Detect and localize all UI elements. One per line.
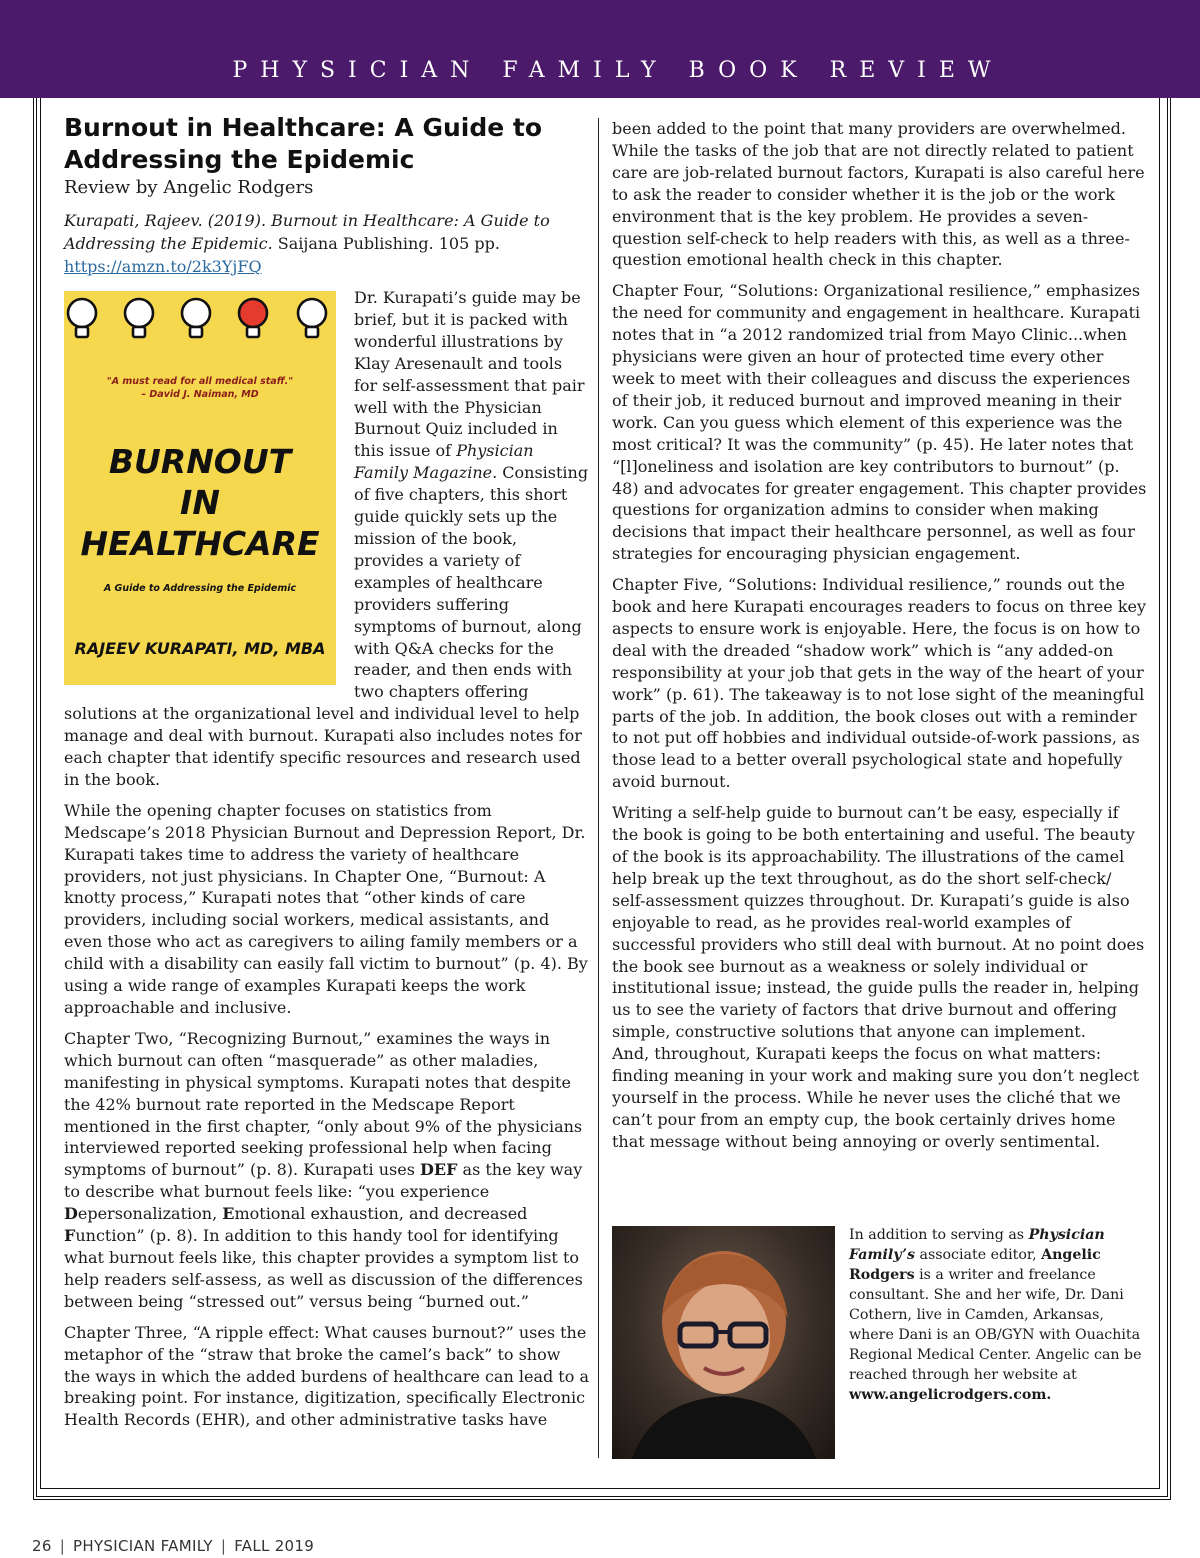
cover-title-line: HEALTHCARE <box>80 524 320 563</box>
cover-subtitle: A Guide to Addressing the Epidemic <box>103 583 297 594</box>
article-title: Burnout in Healthcare: A Guide to Addressing the Epidemic <box>64 113 543 174</box>
body-paragraph: Chapter Four, “Solutions: Organizational resilience,” emphasizes the need for community and engagement in healthcare. Kurapati notes that in “a 2012 randomized trial from Mayo Clinic...when physicians were given an hour of protected time every other week to meet with their colleagues and discuss the experiences of their job, it reduced burnout and improved meaning in their work. Can you guess which element of this experience was the most critical? It was the community” (p. 45). He later notes that “[l]oneliness and isolation are key contributors to burnout” (p. 48) and advocates for greater engagement. This chapter provides questions for organization admins to consider when making decisions that impact their healthcare personnel, as well as four strategies for encouraging physician engagement. <box>612 281 1147 564</box>
cover-title-line: IN <box>180 483 220 522</box>
citation <box>64 209 589 278</box>
citation-title: Kurapati, Rajeev. (2019). Burnout in Healthcare: A Guide to Addressing the Epidemic. <box>64 211 550 253</box>
body-paragraph: been added to the point that many providers are overwhelmed. While the tasks of the job that are not directly related to patient care are job-related burnout factors, Kurapati is also careful here to ask the reader to consider whether it is the job or the work environment that is the key problem. He provides a seven-question self-check to help readers with this, as well as a three-question emotional health check in this chapter. <box>612 119 1145 270</box>
author-bio: In addition to serving as Physician Family’s associate editor, Angelic Rodgers is a writer and freelance consultant. She and her wife, Dr. Dani Cothern, live in Camden, Arkansas, where Dani is an OB/GYN with Ouachita Regional Medical Center. Angelic can be reached through her website at www.angelicrodgers.com. <box>849 1227 1142 1403</box>
body-paragraph: Chapter Five, “Solutions: Individual resilience,” rounds out the book and here Kurapati encourages readers to focus on three key aspects to ensure work is enjoyable. Here, the focus is on how to deal with the dreaded “shadow work” which is “any added-on responsibility at your job that gets in the way of the heart of your work” (p. 61). The takeaway is to not lose sight of the meaningful parts of the job. In addition, the book closes out with a reminder to not put off hobbies and individual outside-of-work passions, as those lead to a better overall psychological state and hopefully avoid burnout. <box>612 575 1147 792</box>
author-website: www.angelicrodgers.com. <box>849 1387 1052 1403</box>
byline: Review by Angelic Rodgers <box>64 177 314 198</box>
column-divider <box>598 118 599 1458</box>
cover-title <box>64 441 336 564</box>
lightbulb-icon <box>125 299 153 337</box>
body-paragraph: Writing a self-help guide to burnout can’t be easy, especially if the book is going to be both entertaining and useful. The beauty of the book is its approachability. The illustrations of the camel help break up the text throughout, as do the short self-check/ self-assessment quizzes throughout. Dr. Kurapati’s guide is also enjoyable to read, as he provides real-world examples of successful providers who still deal with burnout. At no point does the book see burnout as a weakness or solely individual or institutional issue; instead, the guide pulls the reader in, helping us to see the variety of factors that drive burnout and offering simple, constructive solutions that anyone can implement. <box>612 803 1145 1042</box>
body-paragraph: And, throughout, Kurapati keeps the focus on what matters: finding meaning in your work and making sure you don’t neglect yourself in the process. While he never uses the cliché that we can’t pour from an empty cup, the book certainly drives home that message without being annoying or overly sentimental. <box>612 1044 1140 1151</box>
body-paragraph: Chapter Two, “Recognizing Burnout,” examines the ways in which burnout can often “masquerade” as other maladies, manifesting in physical symptoms. Kurapati notes that despite the 42% burnout rate reported in the Medscape Report mentioned in the first chapter, “only about 9% of the physicians interviewed reported seeking professional help when facing symptoms of burnout” (p. 8). Kurapati uses DEF as the key way to describe what burnout feels like: “you experience Depersonalization, Emotional exhaustion, and decreased Function” (p. 8). In addition to this handy tool for identifying what burnout feels like, this chapter provides a symptom list to help readers self-assess, as well as discussion of the differences between being “stressed out” versus being “burned out.” <box>64 1028 583 1311</box>
section-title: PHYSICIAN FAMILY BOOK REVIEW <box>232 58 1004 83</box>
body-paragraph: Dr. Kurapati’s guide may be brief, but it is packed with wonderful illustrations by Klay Aresenault and tools for self-assessment that pair well with the Physician Burnout Quiz included in this issue of Physician Family Magazine. Consisting of five chapters, this short guide quickly sets up the mission of the book, provides a variety of examples of healthcare providers suffering symptoms of burnout, along with Q&A checks for the reader, and then ends with two chapters offering solutions at the organizational level and individual level to help manage and deal with burnout. Kurapati also includes notes for each chapter that identify specific resources and research used in the book. <box>64 288 589 789</box>
left-column <box>64 112 589 1440</box>
page-number: 26 <box>32 1537 52 1555</box>
cover-author: RAJEEV KURAPATI, MD, MBA <box>74 639 326 658</box>
lightbulb-icon <box>68 299 96 337</box>
footer-issue: FALL 2019 <box>234 1537 315 1555</box>
body-paragraph: While the opening chapter focuses on statistics from Medscape’s 2018 Physician Burnout and Depression Report, Dr. Kurapati takes time to address the variety of healthcare providers, not just physicians. In Chapter One, “Burnout: A knotty process,” Kurapati notes that “other kinds of care providers, including social workers, medical assistants, and even those who act as caregivers to ailing family members or a child with a disability can easily fall victim to burnout” (p. 4). By using a wide range of examples Kurapati keeps the work approachable and inclusive. <box>64 800 588 1017</box>
right-column <box>612 118 1148 1162</box>
lightbulb-red-icon <box>239 299 267 337</box>
author-portrait-illustration <box>612 1226 835 1459</box>
cover-quote <box>64 375 336 401</box>
body-paragraph: Chapter Three, “A ripple effect: What causes burnout?” uses the metaphor of the “straw that broke the camel’s back” to show the ways in which the added burdens of healthcare can lead to a breaking point. For instance, digitization, specifically Electronic Health Records (EHR), and other administrative tasks have <box>64 1322 589 1430</box>
lightbulbs-illustration <box>64 291 336 351</box>
cover-quote-author: – David J. Naiman, MD <box>141 389 259 400</box>
cover-quote-text: "A must read for all medical staff." <box>106 376 294 387</box>
book-cover <box>64 291 336 685</box>
citation-publisher: Saijana Publishing. 105 pp. <box>272 234 500 253</box>
cover-title-line: BURNOUT <box>108 442 292 481</box>
footer-magazine: PHYSICIAN FAMILY <box>73 1537 213 1555</box>
page-footer: 26 | PHYSICIAN FAMILY | FALL 2019 <box>32 1537 315 1555</box>
header-banner <box>0 0 1200 98</box>
lightbulb-icon <box>298 299 326 337</box>
author-photo <box>612 1226 835 1459</box>
lightbulb-icon <box>182 299 210 337</box>
citation-link[interactable]: https://amzn.to/2k3YjFQ <box>64 257 262 276</box>
